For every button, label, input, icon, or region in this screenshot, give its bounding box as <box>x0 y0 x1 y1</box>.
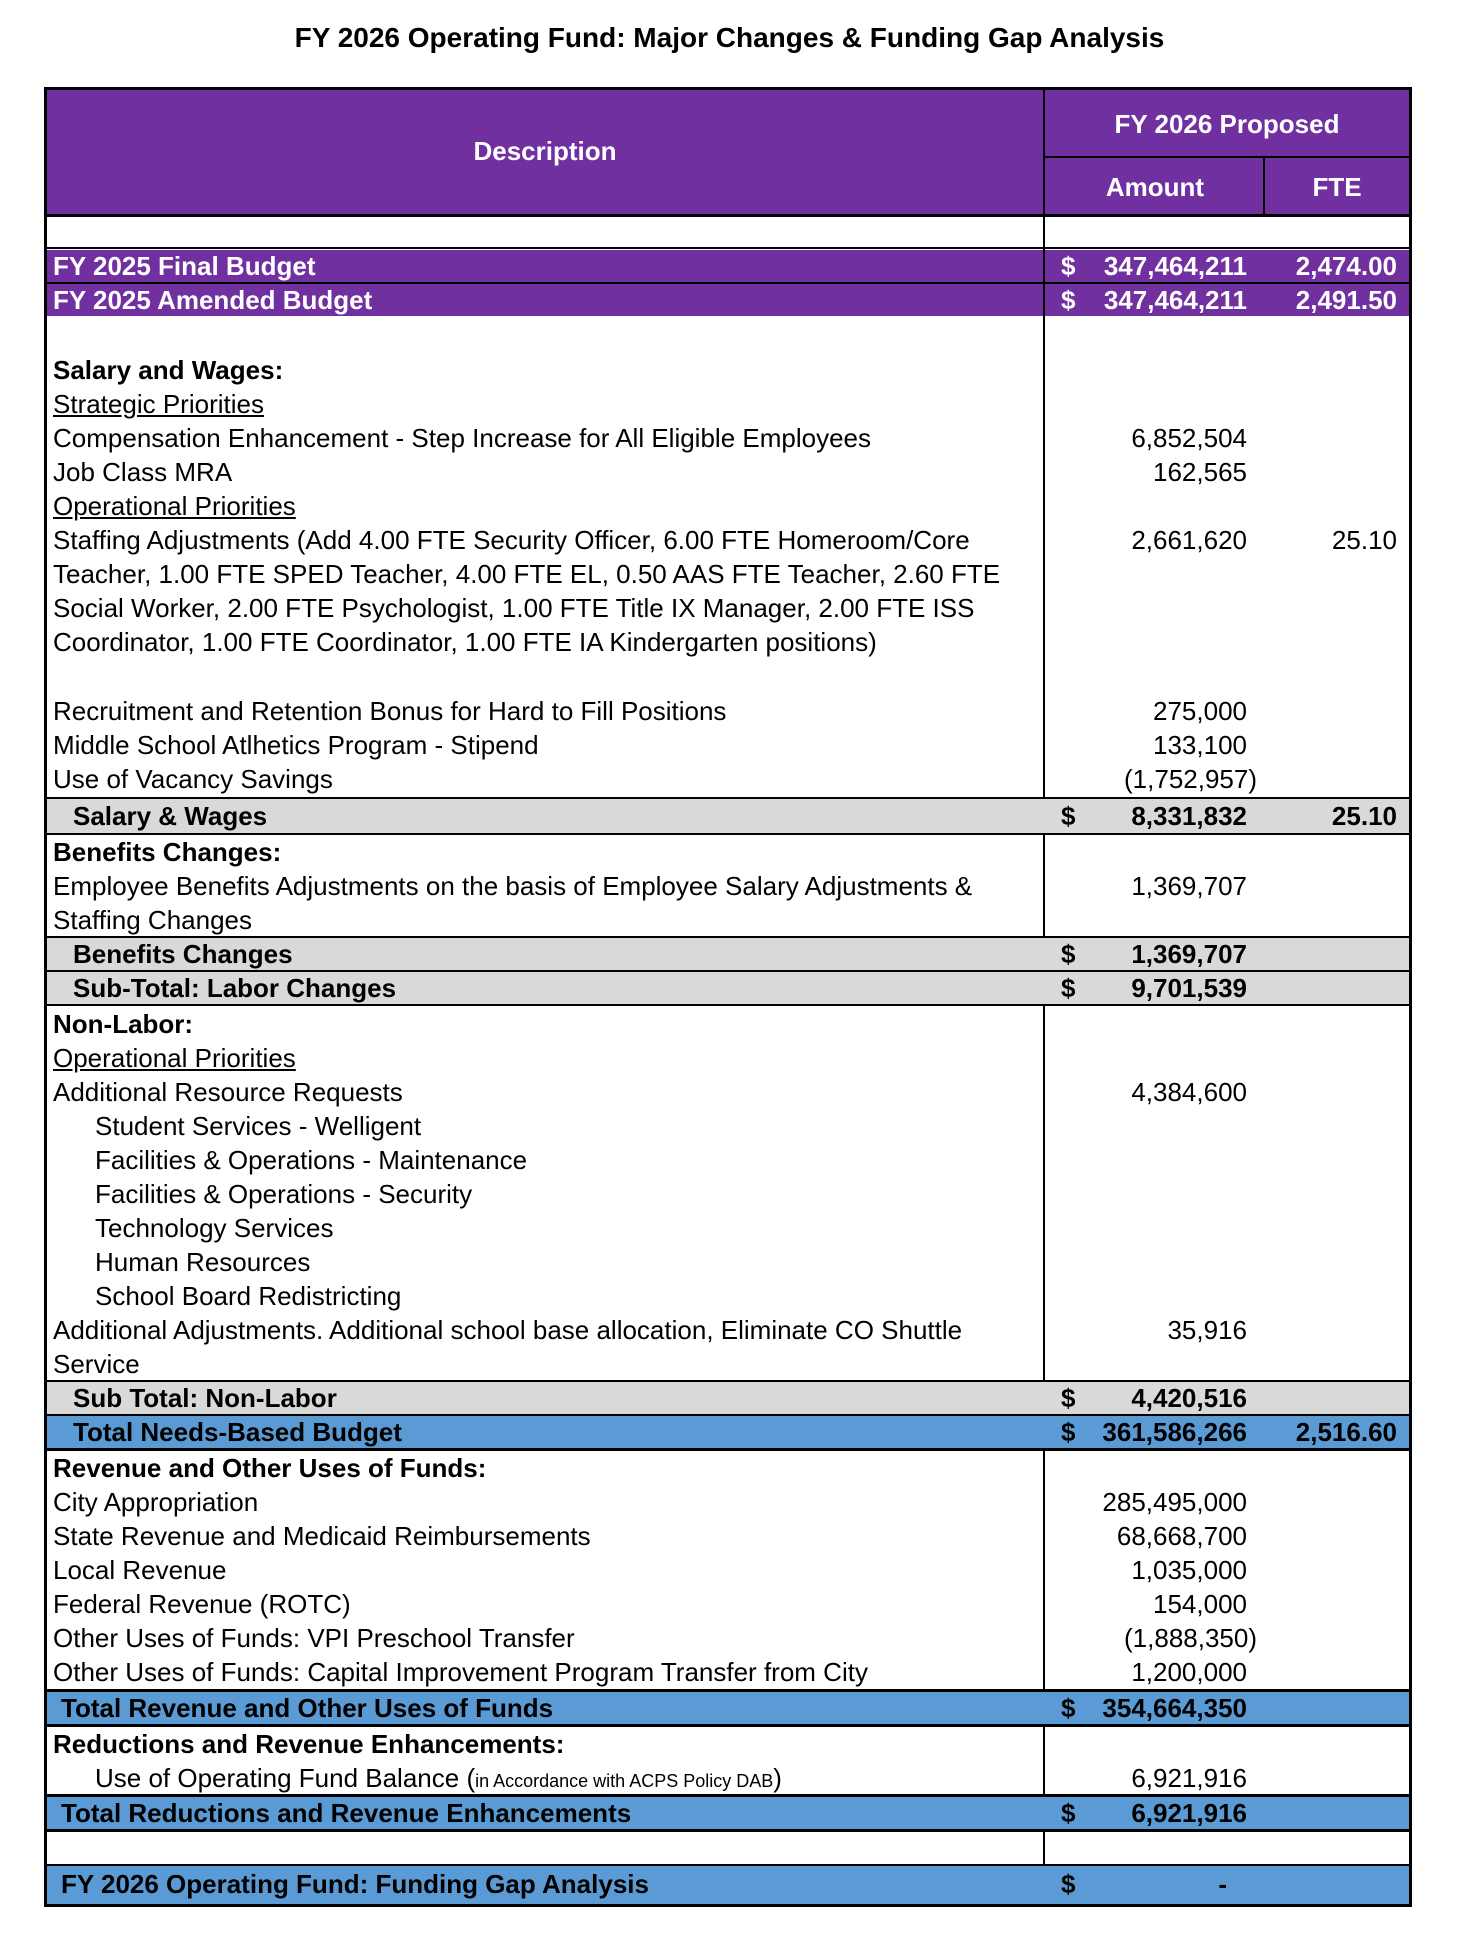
state-amount: 68,668,700 <box>1116 1521 1247 1551</box>
vacancy-label: Use of Vacancy Savings <box>53 764 333 794</box>
operational-priorities-label: Operational Priorities <box>53 491 296 521</box>
recruitment-label: Recruitment and Retention Bonus for Hard to Fill Positions <box>53 696 727 726</box>
amended-budget-row: FY 2025 Amended Budget $ 347,464,211 2,491.50 <box>47 284 1409 316</box>
sub-item: School Board Redistricting <box>95 1281 402 1311</box>
proposed-header: FY 2026 Proposed <box>1114 109 1340 139</box>
sub-item: Facilities & Operations - Maintenance <box>95 1145 528 1175</box>
sub-item: Technology Services <box>95 1213 334 1243</box>
cip-amount: 1,200,000 <box>1131 1657 1247 1687</box>
amount-header: Amount <box>1105 172 1205 202</box>
sub-item: Human Resources <box>95 1247 311 1277</box>
compensation-amount: 6,852,504 <box>1131 423 1247 453</box>
staffing-amount: 2,661,620 <box>1131 525 1247 555</box>
local-label: Local Revenue <box>53 1555 227 1585</box>
adjustments-amount: 35,916 <box>1167 1315 1247 1345</box>
city-label: City Appropriation <box>53 1487 259 1517</box>
state-label: State Revenue and Medicaid Reimbursements <box>53 1521 591 1551</box>
fte-header: FTE <box>1312 172 1362 202</box>
federal-label: Federal Revenue (ROTC) <box>53 1589 351 1619</box>
staffing-fte: 25.10 <box>1331 525 1397 555</box>
resource-label: Additional Resource Requests <box>53 1077 403 1107</box>
fund-balance-amount: 6,921,916 <box>1131 1763 1247 1793</box>
operational-priorities-label-2: Operational Priorities <box>53 1043 296 1073</box>
adjustments-label: Additional Adjustments. Additional school base allocation, Eliminate CO Shuttle Service <box>53 1315 963 1379</box>
vacancy-amount: (1,752,957) <box>1124 764 1257 794</box>
reductions-heading: Reductions and Revenue Enhancements: <box>53 1729 565 1759</box>
final-budget-row: FY 2025 Final Budget $ 347,464,211 2,474.00 <box>47 250 1409 282</box>
nonlabor-total-row: Sub Total: Non-Labor $ 4,420,516 <box>47 1382 1409 1414</box>
labor-subtotal-row: Sub-Total: Labor Changes $ 9,701,539 <box>47 972 1409 1004</box>
salary-heading: Salary and Wages: <box>53 355 284 385</box>
recruitment-amount: 275,000 <box>1153 696 1247 726</box>
city-amount: 285,495,000 <box>1102 1487 1247 1517</box>
revenue-total-row: Total Revenue and Other Uses of Funds $ 354,664,350 <box>47 1692 1409 1724</box>
table-header <box>47 90 1409 214</box>
staffing-label: Staffing Adjustments (Add 4.00 FTE Security Officer, 6.00 FTE Homeroom/Core Teacher, 1.00 FTE SPED Teacher, 4.00 FTE EL, 0.50 AAS FTE Teacher, 2.60 FTE Social Worker, 2.00 FTE Psychologist, 1.00 FTE Title IX Manager, 2.00 FTE ISS Coordinator, 1.00 FTE Coordinator, 1.00 FTE IA Kindergarten positions) <box>53 525 1001 657</box>
vpi-amount: (1,888,350) <box>1124 1623 1257 1653</box>
federal-amount: 154,000 <box>1153 1589 1247 1619</box>
cip-label: Other Uses of Funds: Capital Improvement Program Transfer from City <box>53 1657 868 1687</box>
compensation-label: Compensation Enhancement - Step Increase for All Eligible Employees <box>53 423 871 453</box>
salary-total-row: Salary & Wages $ 8,331,832 25.10 <box>47 799 1409 833</box>
benefits-total-row: Benefits Changes $ 1,369,707 <box>47 938 1409 970</box>
athletics-amount: 133,100 <box>1153 730 1247 760</box>
budget-table <box>44 87 1412 1907</box>
nonlabor-heading: Non-Labor: <box>53 1009 194 1039</box>
mra-label: Job Class MRA <box>53 457 233 487</box>
page-title: FY 2026 Operating Fund: Major Changes & Funding Gap Analysis <box>294 22 1165 53</box>
resource-amount: 4,384,600 <box>1131 1077 1247 1107</box>
needs-total-row: Total Needs-Based Budget $ 361,586,266 2,516.60 <box>47 1416 1409 1448</box>
vpi-label: Other Uses of Funds: VPI Preschool Transfer <box>53 1623 575 1653</box>
benefits-adj-label: Employee Benefits Adjustments on the basis of Employee Salary Adjustments & Staffing Changes <box>53 871 973 935</box>
athletics-label: Middle School Atlhetics Program - Stipend <box>53 730 539 760</box>
description-header: Description <box>473 136 617 166</box>
revenue-heading: Revenue and Other Uses of Funds: <box>53 1453 487 1483</box>
benefits-adj-amount: 1,369,707 <box>1131 871 1247 901</box>
fund-balance-label: Use of Operating Fund Balance (in Accordance with ACPS Policy DAB) <box>95 1763 782 1793</box>
benefits-heading: Benefits Changes: <box>53 837 282 867</box>
strategic-priorities-label: Strategic Priorities <box>53 389 264 419</box>
mra-amount: 162,565 <box>1153 457 1247 487</box>
sub-item: Facilities & Operations - Security <box>95 1179 473 1209</box>
sub-item: Student Services - Welligent <box>95 1111 422 1141</box>
funding-gap-row: FY 2026 Operating Fund: Funding Gap Analysis $ - <box>47 1866 1409 1904</box>
reductions-total-row: Total Reductions and Revenue Enhancements $ 6,921,916 <box>47 1797 1409 1829</box>
local-amount: 1,035,000 <box>1131 1555 1247 1585</box>
